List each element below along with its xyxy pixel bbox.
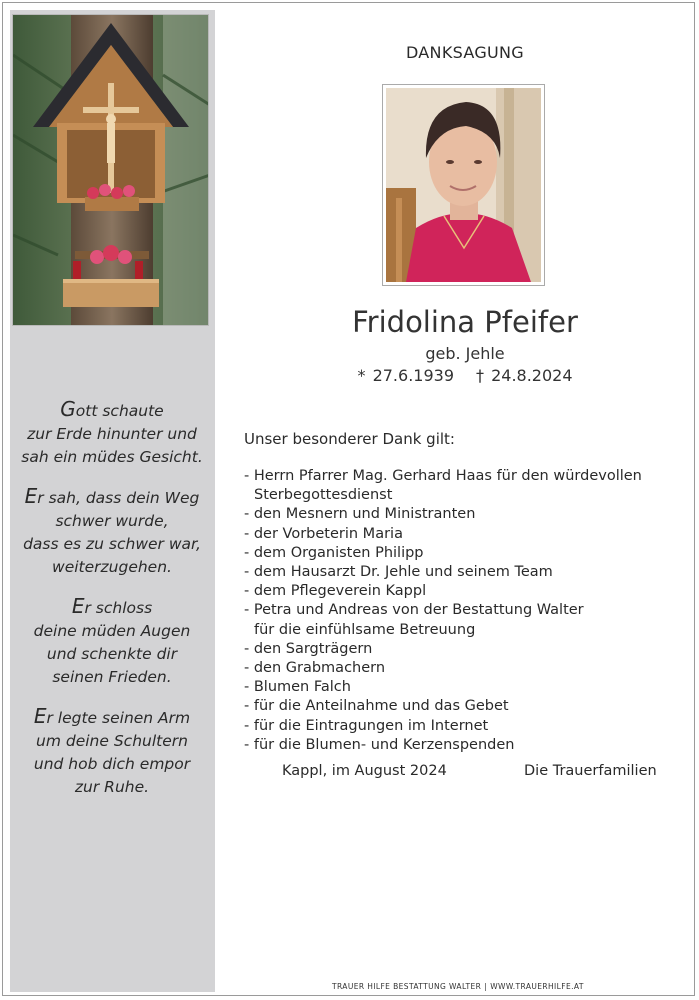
poem-stanza	[12, 705, 212, 799]
list-item: - dem Organisten Philipp	[244, 544, 424, 561]
poem-line: weiterzugehen.	[52, 558, 172, 576]
poem-stanza	[12, 398, 212, 469]
list-item: - für die Eintragungen im Internet	[244, 717, 489, 734]
poem-line: sah ein müdes Gesicht.	[21, 448, 203, 466]
life-dates	[330, 366, 600, 385]
deceased-name: Fridolina Pfeifer	[352, 305, 578, 339]
list-item: - Petra und Andreas von der Bestattung Walter	[244, 602, 584, 619]
poem-line: zur Erde hinunter und	[27, 425, 197, 443]
poem-stanza	[12, 595, 212, 689]
list-item: - Blumen Falch	[244, 679, 351, 696]
thanks-intro: Unser besonderer Dank gilt:	[244, 430, 455, 448]
list-item-continuation: für die einfühlsame Betreuung	[254, 621, 476, 638]
poem-line: Er legte seinen Arm	[33, 704, 191, 728]
poem-line: Gott schaute	[60, 397, 164, 421]
poem-line: seinen Frieden.	[52, 668, 172, 686]
thanks-list	[244, 467, 642, 755]
footer-url[interactable]: WWW.TRAUERHILFE.AT	[490, 982, 584, 991]
poem-initial: E	[33, 704, 47, 728]
poem-initial: E	[24, 484, 38, 508]
list-item: - den Grabmachern	[244, 660, 386, 677]
poem-initial: G	[60, 397, 76, 421]
list-item: - für die Anteilnahme und das Gebet	[244, 698, 509, 715]
poem-line: deine müden Augen	[33, 622, 191, 640]
poem-stanza	[12, 485, 212, 579]
maiden-name: geb. Jehle	[425, 344, 505, 363]
poem-line: zur Ruhe.	[74, 778, 150, 796]
list-item: - für die Blumen- und Kerzenspenden	[244, 736, 515, 753]
poem-line: und hob dich empor	[33, 755, 191, 773]
poem-line: schwer wurde,	[55, 512, 169, 530]
list-item-continuation: Sterbegottesdienst	[254, 487, 393, 504]
list-item: - der Vorbeterin Maria	[244, 525, 403, 542]
shrine-illustration	[13, 15, 209, 326]
list-item: - den Mesnern und Ministranten	[244, 506, 476, 523]
list-item: - den Sargträgern	[244, 640, 373, 657]
death-date: † 24.8.2024	[476, 366, 573, 385]
closing-place-date: Kappl, im August 2024	[282, 763, 447, 779]
birth-date: * 27.6.1939	[357, 366, 454, 385]
poem	[12, 398, 212, 815]
poem-line: dass es zu schwer war,	[23, 535, 201, 553]
footer	[332, 982, 584, 991]
list-item: - dem Pflegeverein Kappl	[244, 583, 427, 600]
portrait-photo	[382, 84, 545, 286]
list-item: - dem Hausarzt Dr. Jehle und seinem Team	[244, 564, 553, 581]
poem-line: und schenkte dir	[46, 645, 178, 663]
footer-separator: |	[484, 982, 488, 991]
footer-brand: TRAUER HILFE BESTATTUNG WALTER	[332, 982, 482, 991]
poem-line: um deine Schultern	[36, 732, 188, 750]
page-title: DANKSAGUNG	[405, 43, 525, 62]
list-item: - Herrn Pfarrer Mag. Gerhard Haas für den würdevollen	[244, 468, 642, 484]
portrait-illustration	[386, 88, 541, 282]
poem-line: Er schloss	[71, 594, 153, 618]
poem-initial: E	[71, 594, 85, 618]
poem-line: Er sah, dass dein Weg	[24, 484, 200, 508]
shrine-photo	[12, 14, 209, 326]
closing-signature: Die Trauerfamilien	[524, 763, 657, 779]
